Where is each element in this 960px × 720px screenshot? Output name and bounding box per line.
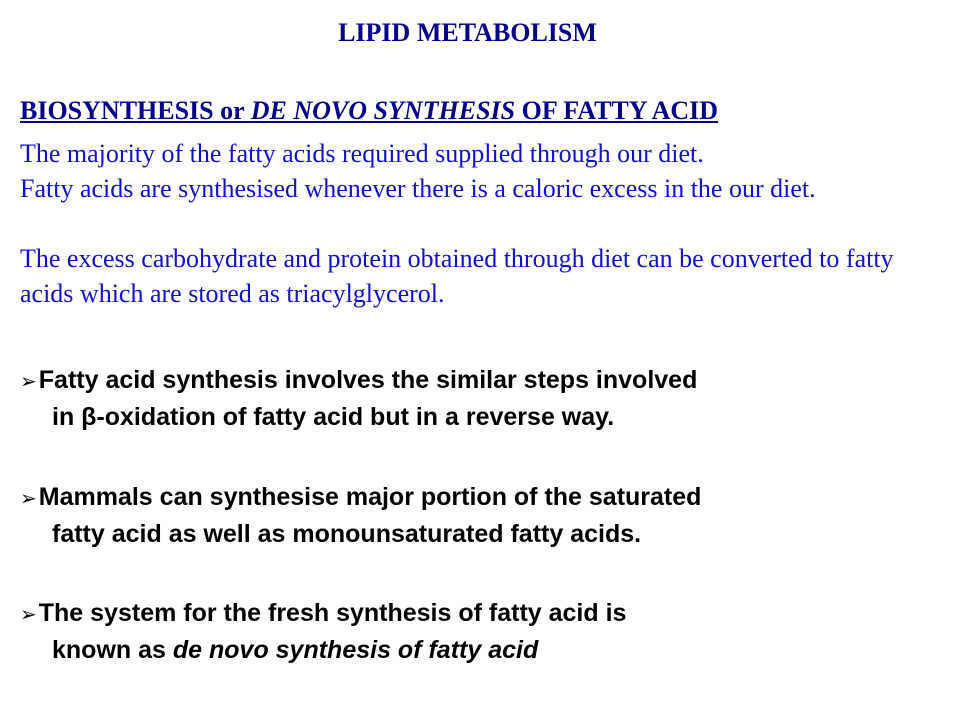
heading-part-2-italic: DE NOVO SYNTHESIS (250, 96, 516, 125)
section-heading (20, 96, 718, 126)
bullet-1-text-1: Fatty acid synthesis involves the similar steps involved (38, 366, 698, 394)
paragraph-3: The excess carbohydrate and protein obtained through diet can be converted to fatty acids which are stored as triacylglycerol. (20, 244, 894, 308)
bullet-3-text-2-italic: de novo synthesis of fatty acid (172, 636, 539, 664)
arrow-bullet-icon: ➢ (20, 602, 37, 626)
slide-title: LIPID METABOLISM (338, 18, 597, 47)
bullet-1-line-1 (20, 362, 950, 399)
bullet-3-line-1 (20, 595, 950, 632)
bullet-2-text-2: fatty acid as well as monounsaturated fatty acids. (52, 520, 642, 548)
bullet-3-line-2 (20, 632, 950, 668)
paragraph-2: Fatty acids are synthesised whenever there is a caloric excess in the our diet. (20, 174, 816, 203)
arrow-bullet-icon: ➢ (20, 369, 37, 393)
bullet-2-line-1 (20, 479, 950, 516)
bullet-2-text-1: Mammals can synthesise major portion of the saturated (38, 483, 702, 511)
heading-part-1: BIOSYNTHESIS or (20, 96, 251, 125)
bullet-1-text-2: in β-oxidation of fatty acid but in a reverse way. (52, 403, 615, 431)
arrow-bullet-icon: ➢ (20, 486, 37, 510)
heading-part-3: OF FATTY ACID (515, 96, 719, 125)
bullet-1 (20, 362, 950, 435)
bullet-3-text-1: The system for the fresh synthesis of fatty acid is (38, 599, 627, 627)
bullet-3-text-2-plain: known as (52, 636, 173, 664)
bullet-2 (20, 479, 950, 552)
bullet-3 (20, 595, 950, 668)
paragraph-1: The majority of the fatty acids required supplied through our diet. (20, 139, 704, 168)
